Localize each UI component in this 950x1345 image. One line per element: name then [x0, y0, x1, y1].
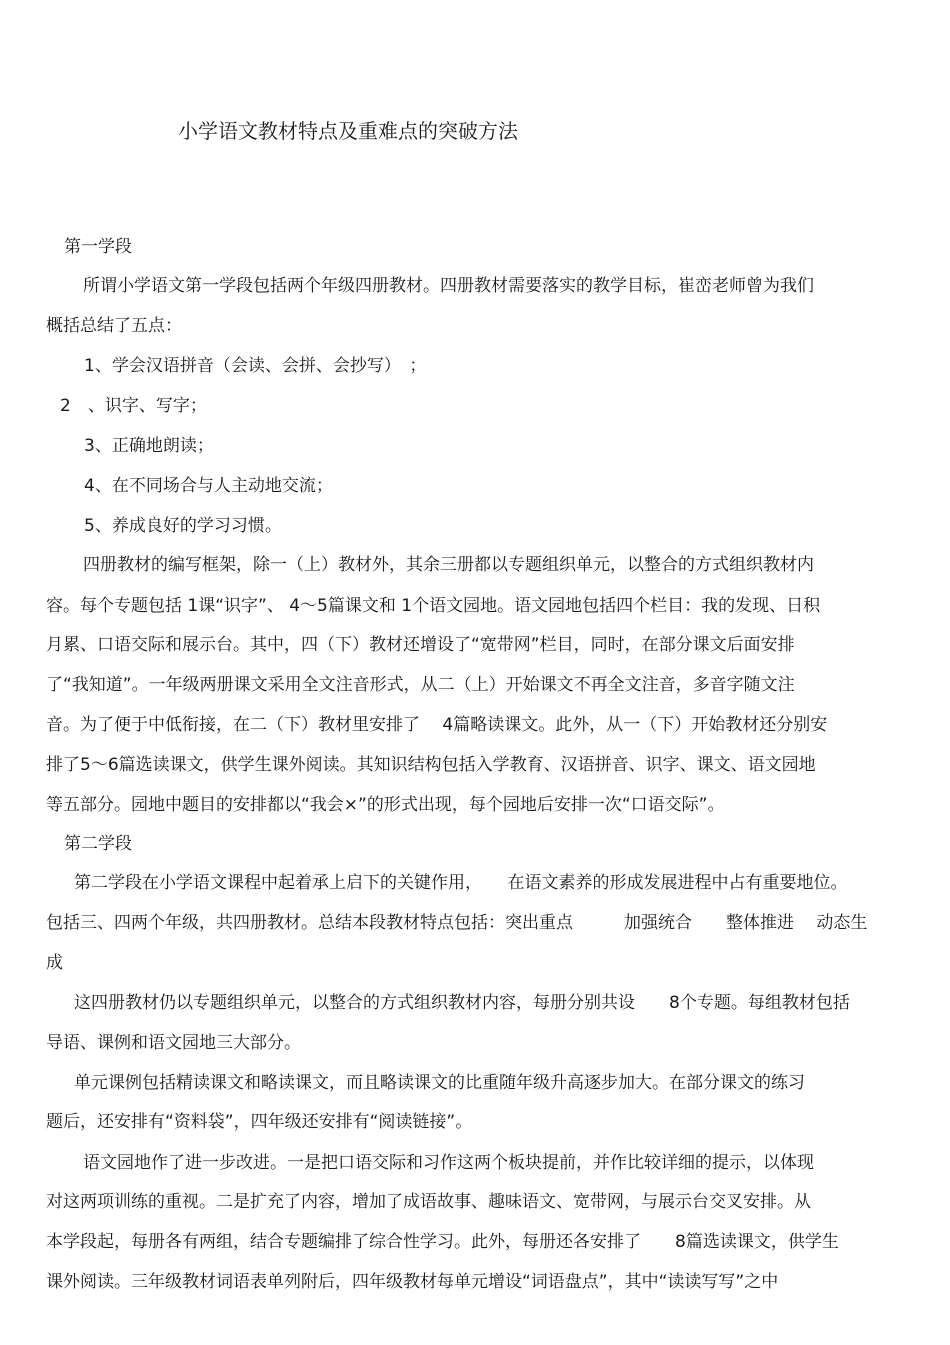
paragraph-line: 音。为了便于中低衔接，在二（下）教材里安排了 4篇略读课文。此外，从一（下）开始教材还分别安 [46, 715, 828, 735]
list-item: 2 、识字、写字； [60, 396, 207, 416]
paragraph-line: 概括总结了五点： [46, 316, 182, 336]
paragraph-line: 所谓小学语文第一学段包括两个年级四册教材。四册教材需要落实的教学目标，崔峦老师曾为我们 [83, 276, 814, 296]
page-title: 小学语文教材特点及重难点的突破方法 [178, 119, 518, 143]
paragraph-line: 语文园地作了进一步改进。一是把口语交际和习作这两个板块提前，并作比较详细的提示，以体现 [83, 1153, 814, 1173]
paragraph-line: 对这两项训练的重视。二是扩充了内容，增加了成语故事、趣味语文、宽带网，与展示台交叉安排。从 [46, 1192, 811, 1212]
paragraph-line: 课外阅读。三年级教材词语表单列附后，四年级教材每单元增设“词语盘点”，其中“读读写写”之中 [46, 1272, 779, 1292]
paragraph-line: 第二学段在小学语文课程中起着承上启下的关键作用， 在语文素养的形成发展进程中占有重要地位。 [74, 873, 848, 893]
list-item: 5、养成良好的学习习惯。 [84, 516, 282, 536]
list-item: 4、在不同场合与人主动地交流； [84, 476, 333, 496]
paragraph-line: 包括三、四两个年级，共四册教材。总结本段教材特点包括：突出重点 加强统合 整体推进 动态生 [46, 913, 868, 933]
paragraph-line: 本学段起，每册各有两组，结合专题编排了综合性学习。此外，每册还各安排了 8篇选读课文，供学生 [46, 1232, 839, 1252]
paragraph-line: 月累、口语交际和展示台。其中，四（下）教材还增设了“宽带网”栏目，同时，在部分课文后面安排 [46, 635, 795, 655]
paragraph-line: 了“我知道”。一年级两册课文采用全文注音形式，从二（上）开始课文不再全文注音，多音字随文注 [46, 675, 795, 695]
paragraph-line: 成 [46, 953, 63, 973]
paragraph-line: 四册教材的编写框架，除一（上）教材外，其余三册都以专题组织单元，以整合的方式组织教材内 [83, 555, 814, 575]
paragraph-line: 这四册教材仍以专题组织单元，以整合的方式组织教材内容，每册分别共设 8个专题。每组教材包括 [74, 993, 850, 1013]
paragraph-line: 题后，还安排有“资料袋”，四年级还安排有“阅读链接”。 [46, 1112, 473, 1132]
list-item: 3、正确地朗读； [84, 436, 214, 456]
section-heading: 第一学段 [64, 237, 132, 257]
paragraph-line: 排了5～6篇选读课文，供学生课外阅读。其知识结构包括入学教育、汉语拼音、识字、课文、语文园地 [46, 755, 816, 775]
section-heading: 第二学段 [64, 834, 132, 854]
paragraph-line: 容。每个专题包括 1课“识字”、 4～5篇课文和 1个语文园地。语文园地包括四个栏目：我的发现、日积 [46, 596, 821, 616]
list-item: 1、学会汉语拼音（会读、会拼、会抄写） ； [84, 356, 427, 376]
paragraph-line: 单元课例包括精读课文和略读课文，而且略读课文的比重随年级升高逐步加大。在部分课文的练习 [74, 1073, 805, 1093]
paragraph-line: 导语、课例和语文园地三大部分。 [46, 1033, 301, 1053]
paragraph-line: 等五部分。园地中题目的安排都以“我会×”的形式出现，每个园地后安排一次“口语交际”。 [46, 795, 725, 815]
